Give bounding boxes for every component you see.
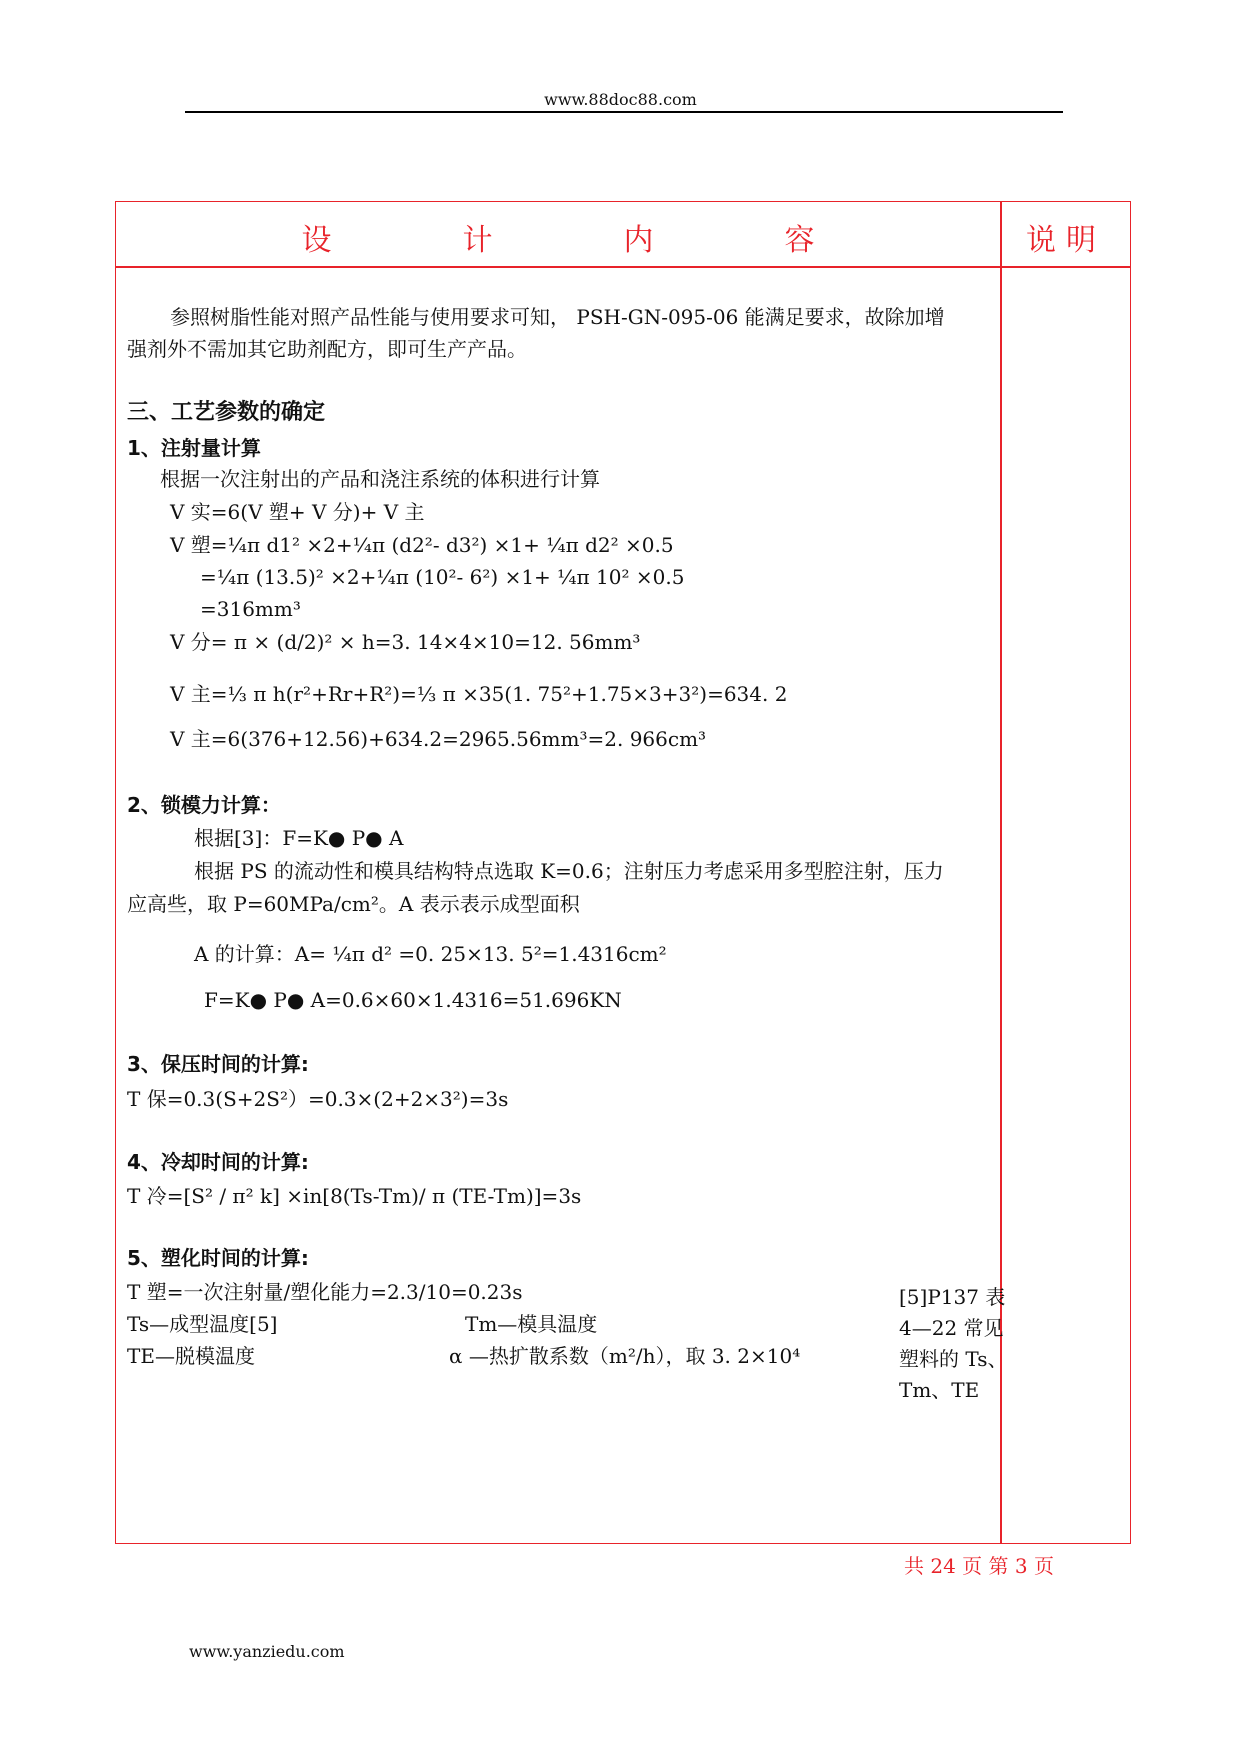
paragraph-line-1: 参照树脂性能对照产品性能与使用要求可知， PSH-GN-095-06 能满足要求，故除加增 — [170, 305, 945, 329]
formula-v-final: V 主=6(376+12.56)+634.2=2965.56mm³=2. 966cm³ — [170, 727, 707, 751]
formula-v-sprue: V 主=⅓ π h(r²+Rr+R²)=⅓ π ×35(1. 75²+1.75×3+3²)=634. 2 — [170, 682, 788, 706]
formula-v-part-values: =¼π (13.5)² ×2+¼π (10²- 6²) ×1+ ¼π 10² ×0.5 — [200, 565, 685, 589]
formula-v-part-result: =316mm³ — [200, 597, 301, 621]
heading-char-2: 计 — [462, 223, 493, 258]
table-heading-design-content — [116, 215, 1000, 258]
header-row-divider — [116, 266, 1130, 268]
subsection-3-title: 3、保压时间的计算: — [127, 1052, 309, 1076]
table-heading-note: 说明 — [1026, 223, 1106, 258]
paragraph-line-2: 强剂外不需加其它助剂配方，即可生产产品。 — [127, 337, 527, 361]
header-url: www.88doc88.com — [544, 90, 697, 109]
header-divider — [185, 111, 1063, 113]
heading-char-3: 内 — [623, 223, 654, 258]
clamp-force-formula: 根据[3]：F=K● P● A — [194, 826, 404, 850]
clamp-force-result: F=K● P● A=0.6×60×1.4316=51.696KN — [204, 988, 622, 1012]
side-note-reference: [5]P137 表 4—22 常见塑料的 Ts、Tm、TE — [899, 1285, 1008, 1402]
footer-url: www.yanziedu.com — [189, 1642, 345, 1661]
cooling-time-formula: T 冷=[S² / π² k] ×in[8(Ts-Tm)/ π (TE-Tm)]=3s — [127, 1184, 582, 1208]
hold-time-formula: T 保=0.3(S+2S²）=0.3×(2+2×3²)=3s — [127, 1087, 509, 1111]
section-heading: 三、工艺参数的确定 — [127, 400, 326, 425]
formula-v-part: V 塑=¼π d1² ×2+¼π (d2²- d3²) ×1+ ¼π d2² ×0.5 — [170, 533, 674, 557]
subsection-2-title: 2、锁模力计算： — [127, 793, 281, 817]
subsection-1-intro: 根据一次注射出的产品和浇注系统的体积进行计算 — [160, 467, 600, 491]
subsection-1-title: 1、注射量计算 — [127, 436, 261, 460]
ts-definition: Ts—成型温度[5] — [127, 1312, 278, 1336]
plasticizing-time-formula: T 塑=一次注射量/塑化能力=2.3/10=0.23s — [127, 1280, 523, 1304]
heading-char-4: 容 — [784, 223, 815, 258]
clamp-force-text-1: 根据 PS 的流动性和模具结构特点选取 K=0.6；注射压力考虑采用多型腔注射，压力 — [194, 859, 944, 883]
clamp-force-text-2: 应高些，取 P=60MPa/cm²。A 表示表示成型面积 — [127, 892, 580, 916]
tm-definition: Tm—模具温度 — [465, 1312, 598, 1336]
heading-char-1: 设 — [301, 223, 332, 258]
alpha-definition: α —热扩散系数（m²/h），取 3. 2×10⁴ — [449, 1344, 801, 1368]
area-calculation: A 的计算：A= ¼π d² =0. 25×13. 5²=1.4316cm² — [194, 942, 667, 966]
subsection-4-title: 4、冷却时间的计算: — [127, 1150, 309, 1174]
page-number: 共 24 页 第 3 页 — [904, 1554, 1054, 1578]
formula-v-runner: V 分= π × (d/2)² × h=3. 14×4×10=12. 56mm³ — [170, 630, 641, 654]
subsection-5-title: 5、塑化时间的计算: — [127, 1246, 309, 1270]
te-definition: TE—脱模温度 — [127, 1344, 255, 1368]
formula-v-total: V 实=6(V 塑+ V 分)+ V 主 — [170, 500, 425, 524]
